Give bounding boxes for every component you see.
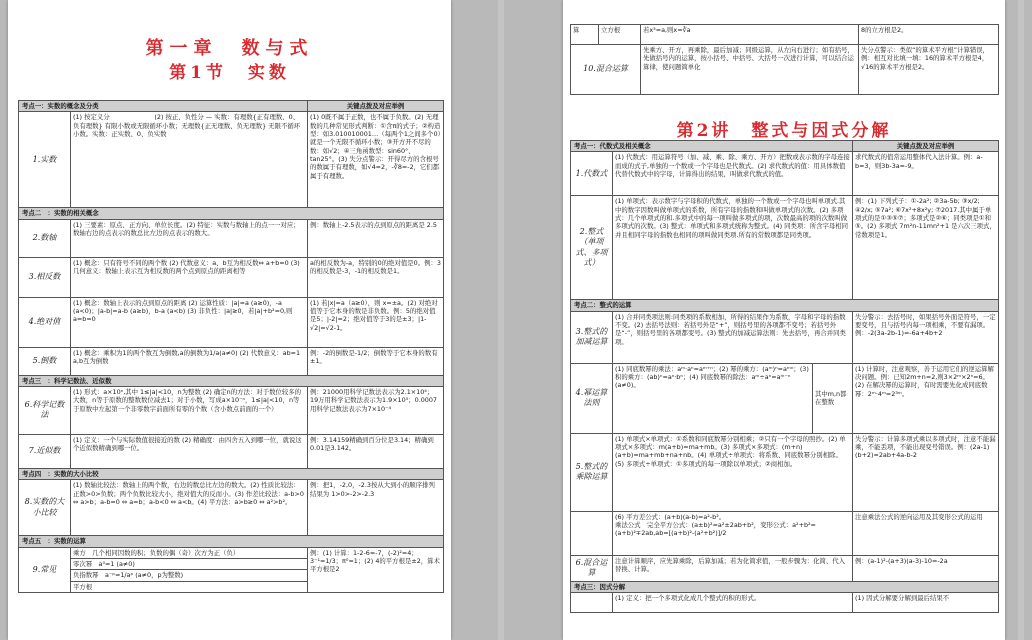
- row-body: (1) 数轴比较法：数轴上的两个数，右边的数总比左边的数大。(2) 性质比较法：正数>0>负数；两个负数比较大小，绝对值大的反而小。(3) 作差比较法：a-b>0 ⇔ a>b；a-b=0 ⇔ a=b；a-b<0 ⇔ a<b。(4) 平方法：a>b≥0 ⇔ a²>b²。: [71, 480, 308, 536]
- row-note: a的相反数为-a，特别的0的绝对值是0。例：3的相反数是-3，-1的相反数是1。: [308, 257, 444, 297]
- document-page-left: [8, 0, 451, 640]
- row-body: (1) 定义：把一个多项式化成几个整式的积的形式。: [613, 592, 853, 612]
- row-note: (1) 0既不属于正数，也不属于负数。(2) 无理数的几种常见形式判断：①含π的式子；②构造型：如3.010010001…（每两个1之间多个0）就是一个无限不循环小数；③开方开不尽的数：如√2；④三角函数型：sin60°、tan25°。(3) 失分点警示：开得尽方的含根号的数属于有理数，如√4=2，-∛8=-2，它们都属于有理数。: [308, 112, 444, 208]
- row-note: 失分警示：计算多项式乘以多项式时，注意不能漏乘，不能丢项，不能出现变号错误。例：(2a-1)(b+2)=2ab+4a-b-2: [853, 433, 999, 511]
- row-label: 2.整式（单项式、多项式）: [571, 196, 613, 300]
- row-body: 若x³=a,则x=∛a: [641, 25, 859, 45]
- row-note: 例：-2的倒数是-1/2；倒数等于它本身的数有±1。: [308, 347, 444, 375]
- row-label: 1.代数式: [571, 152, 613, 196]
- row-body: 注意计算顺序，应先算乘除，后算加减；若为化简求值，一般步骤为：化简、代入替换、计算。: [613, 555, 853, 581]
- row-note: 失分警示：去括号时，如果括号外面是符号，一定要变号，且与括号内每一项相乘，不要有漏项。例：-2(3a-2b-1)=-6a+4b+2: [853, 311, 999, 363]
- row-note: 注意乘法公式的逆向运用及其变形公式的运用: [853, 511, 999, 555]
- row-body: (1) 定义：一个与实际数值很接近的数 (2) 精确度：由四舍五入到哪一位，就说这个近似数精确到哪一位。: [71, 434, 308, 468]
- row-label: 3.整式的加减运算: [571, 311, 613, 363]
- row-label: 6.科学记数法: [19, 386, 71, 434]
- row-note: 失分点警示：类似“的算术平方根”计算错误，例：相互对比填一填：16的算术平方根是4，√16的算术平方根是2。: [859, 45, 999, 95]
- document-page-right: [563, 0, 1005, 640]
- row-body: 先乘方、开方，再乘除，最后加减；同级运算，从左向右进行；如有括号，先做括号内的运算，按小括号、中括号、大括号一次进行计算，可以结合运算律，使问题简单化: [641, 45, 859, 95]
- section-header: 考点一：代数式及相关概念: [571, 141, 853, 152]
- row-body: (1) 概念：数轴上表示的点到原点的距离 (2) 运算性质：|a|=a (a≥0)，-a (a<0)；|a-b|=a-b (a≥b)，b-a (a<b) (3) 非负性：|a|≥0，若|a|+b²=0,则 a=b=0: [71, 297, 308, 347]
- row-label: 6.混合运算: [571, 555, 613, 581]
- continued-table: [570, 24, 999, 95]
- row-body: (1) 三要素：原点、正方向、单位长度。(2) 特征：实数与数轴上的点一一对应；数轴右边的点表示的数总比左边的点表示的数大。: [71, 219, 308, 257]
- row-note: 例：把1，-2,0，-2.3按从大到小的顺序排列结果为 1>0>-2>-2.3: [308, 480, 444, 536]
- row-body: (1) 同底数幂的乘法：aᵐ·aⁿ=aᵐ⁺ⁿ；(2) 幂的乘方：(aᵐ)ⁿ=aᵐⁿ；(3) 积的乘方：(ab)ⁿ=aⁿ·bⁿ；(4) 同底数幂的除法：aᵐ÷aⁿ=aᵐ⁻ⁿ (a≠0)。: [613, 363, 813, 433]
- row-label: 8.实数的大小比较: [19, 480, 71, 536]
- row-note: 8的立方根是2。: [859, 25, 999, 45]
- row-note: 例：数轴上-2.5表示的点到原点的距离是 2.5: [308, 219, 444, 257]
- section-header: 考点二 ：实数的相关概念: [19, 208, 444, 219]
- row-note: 例：3.14159精确到百分位是3.14；精确到0.01是3.142。: [308, 434, 444, 468]
- row-label: 4.绝对值: [19, 297, 71, 347]
- row-label: 3.相反数: [19, 257, 71, 297]
- row-body: [613, 511, 853, 555]
- chapter-title: 第2讲 整式与因式分解: [676, 121, 892, 141]
- row-note: (1) 若|x|=a（a≥0），则 x=±a。(2) 对绝对值等于它本身的数是非负数。例：5的绝对值是5；|-2|=2；绝对值等于3的是±3；|1-√2|=√2-1。: [308, 297, 444, 347]
- row-body: (1) 合并同类项法则:同类项的系数相加，所得的结果作为系数，字母和字母的指数不变。(2) 去括号法则：若括号外是“+”，则括号里的各项都不变号；若括号外是“-”，则括号里的各项都变号。(3) 整式的加减运算法则：先去括号，再合并同类项。: [613, 311, 853, 363]
- row-body: (6) 平方差公式：(a+b)(a-b)=a²-b²。: [615, 512, 726, 521]
- section-header-right: 关键点拨及对应举例: [853, 141, 999, 152]
- row-body: 乘方 几个相同因数的积；负数的偶（奇）次方为正（负）: [71, 547, 308, 558]
- row-label: 4.幂运算法则: [571, 363, 613, 433]
- row-body: 其中m,n都在整数: [813, 363, 853, 433]
- row-body: (1) 代数式：用运算符号（加、减、乘、除、乘方、开方）把数或表示数的字母连接而成的式子,单独的一个数或一个字母也是代数式。(2) 求代数式的值：用具体数值代替代数式中的字母，计算得出的结果，叫做求代数式的值。: [613, 152, 853, 196]
- row-label: 5.倒数: [19, 347, 71, 375]
- section-header: 考点三：因式分解: [571, 581, 999, 592]
- polynomial-table: [570, 140, 999, 613]
- row-note: (1) 因式分解要分解到最后结果不: [853, 592, 999, 612]
- row-note: (1) 计算时，注意观察，善于运用它们的逆运算解决问题。例：已知2m+n=2,则3×2ᵐ×2ⁿ=6。(2) 在解决幂的运算时，有时需要先化成同底数幂：2ᵐ·4ᵐ=2³ᵐ。: [853, 363, 999, 433]
- row-body: 乘法公式 完全平方公式：(a±b)²=a²±2ab+b²，变形公式：a²+b²=(a+b)²∓2ab,ab=[(a+b)²-(a²+b²)]/2: [615, 520, 816, 538]
- chapter-title: 第一章 数与式: [145, 38, 314, 59]
- row-body: 零次幂 a⁰=1 (a≠0): [71, 558, 308, 569]
- row-note: 例：(1) 计算：1-2-6=-7，(-2)²=4；3⁻¹=1/3；π⁰=1；(2) 4的平方根是±2，算术平方根是2: [308, 547, 444, 592]
- row-body: (1) 概念：只有符号不同的两个数 (2) 代数意义：a、b互为相反数⇔ a+b=0 (3) 几何意义：数轴上表示互为相反数的两个点到原点的距离相等: [71, 257, 308, 297]
- row-label: 7.近似数: [19, 434, 71, 468]
- section-header: 考点五 ：实数的运算: [19, 536, 444, 547]
- row-body: (1) 概念：乘积为1的两个数互为倒数,a的倒数为1/a(a≠0) (2) 代数意义：ab=1 a,b互为倒数: [71, 347, 308, 375]
- section-header: 考点三 ：科学记数法、近似数: [19, 375, 444, 386]
- section-header-right: 关键点拨及对应举例: [308, 101, 444, 112]
- row-note: 例：21000用科学记数法表示为2.1×10⁴；19万用科学记数法表示为1.9×10⁵；0.0007用科学记数法表示为7×10⁻⁴: [308, 386, 444, 434]
- row-label: 1.实数: [19, 112, 71, 208]
- row-label: 算: [571, 25, 599, 45]
- row-body: (1) 形式：a×10ⁿ,其中 1≤|a|<10，n为整数 (2) 确定n的方法：对于数位较多的大数，n等于原数的整数数位减去1；对于小数，写成a×10⁻ⁿ，1≤|a|<10，n等于原数中左起第一个非零数字前面所有零的个数（含小数点前面的一个）: [71, 386, 308, 434]
- section-header: 考点一：实数的概念及分类: [19, 101, 308, 112]
- section-header: 考点四 ：实数的大小比较: [19, 468, 444, 479]
- row-body: (1) 单项式×单项式：①系数和同底数幂分别相乘；②只有一个字母的照抄。(2) 单项式×多项式：m(a+b)=ma+mb。(3) 多项式×多项式：(m+n)(a+b)=ma+mb+na+nb。(4) 单项式÷单项式：将系数、同底数幂分别相除。(5) 多项式÷单项式：①多项式的每一项除以单项式；②商相加。: [613, 433, 853, 511]
- row-label: 5.整式的乘除运算: [571, 433, 613, 511]
- row-body: (1) 单项式：表示数字与字母积的代数式，单独的一个数或一个字母也叫单项式.其中的数字因数叫做单项式的系数，所有字母的指数和叫做单项式的次数。(2) 多项式：几个单项式的和.多项式中的每一项叫做多项式的项，次数最高的项的次数叫做多项式的次数。(3) 整式：单项式和多项式统称为整式。(4) 同类项：所含字母相同并且相同字母的指数也相同的项叫做同类项.所有的常数项都是同类项。: [613, 196, 853, 300]
- row-body: 平方根: [71, 581, 308, 592]
- page-scrollbar-track[interactable]: [1018, 0, 1024, 640]
- row-note: 求代数式的值常运用整体代入法计算。例：a-b=3，则3b-3a=-9。: [853, 152, 999, 196]
- concept-table: [18, 100, 444, 593]
- row-body: (1) 按定义分 (2) 按正、负性分 — 实数：有理数{正有理数、0、负有理数} 有限小数或无限循环小数；无理数{正无理数、负无理数} 无限不循环小数。实数：正实数、0、负实数: [71, 112, 308, 208]
- row-label: 10.混合运算: [571, 45, 641, 95]
- section-title: 第1节 实数: [169, 63, 290, 83]
- row-note: 例：(a-1)²-(a+3)(a-3)-10=-2a: [853, 555, 999, 581]
- row-note: 例：(1) 下列式子：①-2a²; ②3a-5b; ③x/2; ④2/x; ⑤7a²; ⑥7x²+8x²y; ⑦2017.其中属于单项式的是①③⑤⑦；多项式是②⑥；同类项是①和⑤。(2) 多项式 7m²n-11mn²+1 是六次三项式，常数项是1。: [853, 196, 999, 300]
- row-label: 2.数轴: [19, 219, 71, 257]
- row-body: 负指数幂 a⁻ᵖ=1/aᵖ (a≠0，p为整数): [71, 570, 308, 581]
- row-label: 9.常见: [19, 547, 71, 592]
- section-header: 考点二：整式的运算: [571, 300, 999, 311]
- row-label: 立方根: [599, 25, 641, 45]
- page-scrollbar-track[interactable]: [498, 0, 504, 640]
